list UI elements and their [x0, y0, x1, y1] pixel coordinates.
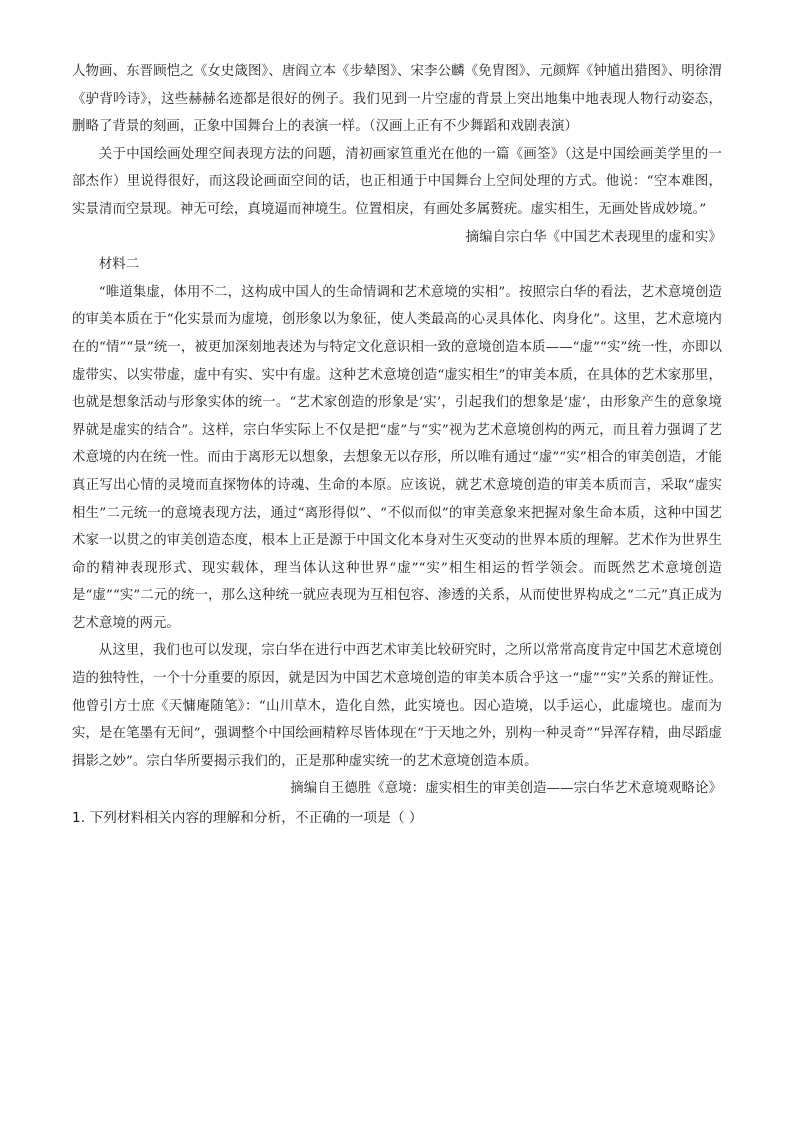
paragraph-4: 从这里，我们也可以发现，宗白华在进行中西艺术审美比较研究时，之所以常常高度肯定中国艺术意境创造的独特性，一个十分重要的原因，就是因为中国艺术意境创造的审美本质合乎这一“虚”“实”关系的辩证性。他曾引方士庶《天慵庵随笔》：“山川草木，造化自然，此实境也。因心造境，以手运心，此虚境也。虚而为实，是在笔墨有无间”，强调整个中国绘画精粹尽皆体现在“于天地之外，别构一种灵奇”“异浑存精，曲尽蹈虚揖影之妙”。宗白华所要揭示我们的，正是那种虚实统一的艺术意境创造本质。 [72, 643, 722, 769]
paragraph-1: 人物画、东晋顾恺之《女史箴图》、唐阎立本《步辇图》、宋李公麟《免胄图》、元颜辉《钟馗出猎图》、明徐渭《驴背吟诗》，这些赫赫名迹都是很好的例子。我们见到一片空虚的背景上突出地集中地表现人物行动姿态，删略了背景的刻画，正象中国舞台上的表演一样。（汉画上正有不少舞蹈和戏剧表演） [72, 64, 722, 135]
source-citation-2: 摘编自王德胜《意境：虚实相生的审美创造——宗白华艺术意境观略论》 [290, 781, 722, 797]
material-two-heading: 材料二 [98, 257, 140, 273]
source-citation-1: 摘编自宗白华《中国艺术表现里的虚和实》 [465, 229, 722, 245]
paragraph-2: 关于中国绘画处理空间表现方法的问题，清初画家笪重光在他的一篇《画筌》（这是中国绘画美学里的一部杰作）里说得很好，而这段论画面空间的话，也正相通于中国舞台上空间处理的方式。他说：“空本难图，实景清而空景现。神无可绘，真境逼而神境生。位置相戾，有画处多属赘疣。虚实相生，无画处皆成妙境。” [72, 146, 722, 217]
question-1: 1. 下列材料相关内容的理解和分析，不正确的一项是（ ） [72, 810, 423, 827]
paragraph-3: “唯道集虚，体用不二，这构成中国人的生命情调和艺术意境的实相”。按照宗白华的看法，艺术意境创造的审美本质在于“化实景而为虚境，创形象以为象征，使人类最高的心灵具体化、肉身化”。这里，艺术意境内在的“情”“景”统一，被更加深刻地表述为与特定文化意识相一致的意境创造本质——“虚”“实”统一性，亦即以虚带实、以实带虚，虚中有实、实中有虚。这种艺术意境创造“虚实相生”的审美本质，在具体的艺术家那里，也就是想象活动与形象实体的统一。“艺术家创造的形象是‘实’，引起我们的想象是‘虚’，由形象产生的意象境界就是虚实的结合”。这样，宗白华实际上不仅是把“虚”与“实”视为艺术意境创构的两元，而且着力强调了艺术意境的内在统一性。而由于离形无以想象，去想象无以存形，所以唯有通过“虚”“实”相合的审美创造，才能真正写出心情的灵境而直探物体的诗魂、生命的本原。应该说，就艺术意境创造的审美本质而言，采取“虚实相生”二元统一的意境表现方法，通过“离形得似”、“不似而似”的审美意象来把握对象生命本质，这种中国艺术家一以贯之的审美创造态度，根本上正是源于中国文化本身对生灭变动的世界本质的理解。艺术作为世界生命的精神表现形式、现实载体，理当体认这种世界“虚”“实”相生相运的哲学领会。而既然艺术意境创造是“虚”“实”二元的统一，那么这种统一就应表现为互相包容、渗透的关系，从而使世界构成之“二元”真正成为艺术意境的两元。 [72, 284, 722, 631]
document-page [72, 58, 722, 833]
